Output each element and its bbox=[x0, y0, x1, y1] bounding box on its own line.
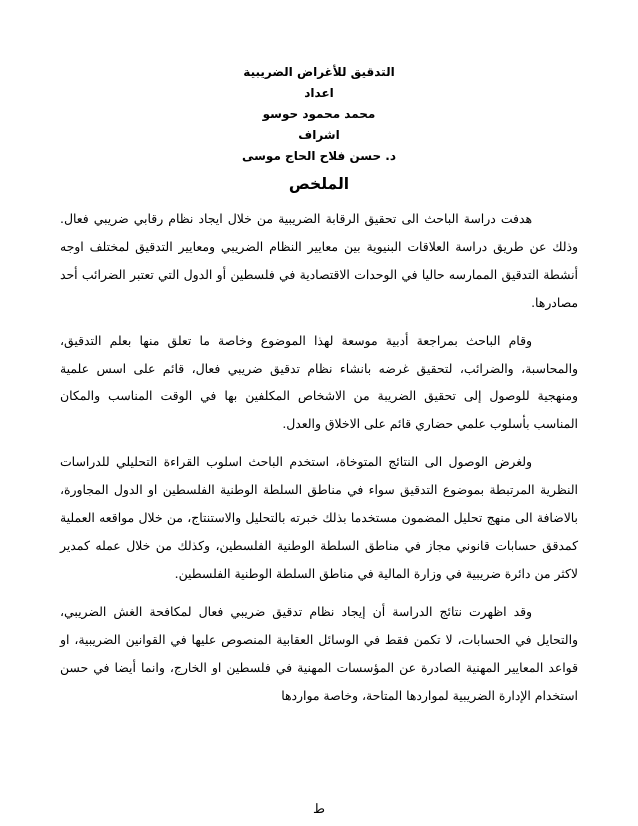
abstract-heading: الملخص bbox=[288, 175, 350, 193]
abstract-paragraph: وقام الباحث بمراجعة أدبية موسعة لهذا الموضوع وخاصة ما تعلق منها بعلم التدقيق، والمحاسبة، والضرائب، لتحقيق غرضه بانشاء نظام تدقيق ضريبي فعال، قائم على اسس علمية ومنهجية للوصول إلى تحقيق الضريبة من الاشخاص المكلفين بها في الوقت المناسب والمكان المناسب بأسلوب علمي حضاري قائم على الاخلاق والعدل. bbox=[60, 332, 578, 432]
supervisor-name: د. حسن فلاح الحاج موسى bbox=[241, 149, 397, 163]
abstract-paragraph: هدفت دراسة الباحث الى تحقيق الرقابة الضريبية من خلال ايجاد نظام رقابي ضريبي فعال. وذلك عن طريق دراسة العلاقات البنيوية بين معايير النظام الضريبي ومعايير التدقيق لمختلف اوجه أنشطة التدقيق الممارسه حاليا في الوحدات الاقتصادية في فلسطين أو الدول التي تعتبر الضرائب أحد مصادرها. bbox=[60, 211, 578, 310]
page-number: ط bbox=[312, 802, 326, 817]
supervision-label: اشراف bbox=[298, 128, 340, 142]
thesis-title: التدقيق للأغراض الضريبية bbox=[243, 65, 395, 79]
abstract-paragraph: وقد اظهرت نتائج الدراسة أن إيجاد نظام تدقيق ضريبي فعال لمكافحة الغش الضريبي، والتحايل في الحسابات، لا تكمن فقط في الوسائل العقابية المنصوص عليها في القوانين الضريبية، او قواعد المعايير المهنية الصادرة عن المؤسسات المهنية في فلسطين او الخارج، وانما أيضا في حسن استخدام الإدارة الضريبية لمواردها المتاحة، وخاصة مواردها bbox=[60, 603, 578, 703]
thesis-header bbox=[0, 62, 638, 167]
abstract-paragraph: ولغرض الوصول الى النتائج المتوخاة، استخدم الباحث اسلوب القراءة التحليلي للدراسات النظرية المرتبطة بموضوع التدقيق سواء في مناطق السلطة الوطنية الفلسطين او الدول المجاورة، بالاضافة الى منهج تحليل المضمون مستخدما بذلك خبرته بالتحليل والاستنتاج، من خلال مواقعه العملية كمدقق حسابات قانوني مجاز في مناطق السلطة الوطنية الفلسطين، وكذلك من خلال عمله كمدير لاكثر من دائرة ضريبية في وزارة المالية في مناطق السلطة الوطنية الفلسطين. bbox=[60, 454, 578, 581]
author-name: محمد محمود حوسو bbox=[262, 107, 376, 121]
abstract-body bbox=[60, 205, 578, 719]
prepared-by-label: اعداد bbox=[304, 86, 334, 100]
